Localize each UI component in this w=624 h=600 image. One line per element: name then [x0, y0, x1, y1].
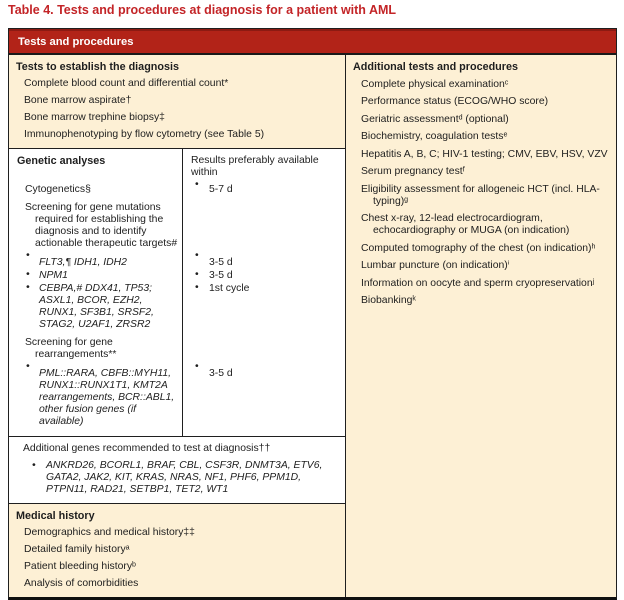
- list-item: Chest x-ray, 12-lead electrocardiogram, echocardiography or MUGA (on indication): [361, 213, 570, 236]
- list-item: Immunophenotyping by flow cytometry (see Table 5): [24, 129, 265, 140]
- genetic-result-cell: [183, 196, 345, 250]
- section-heading: Tests to establish the diagnosis: [16, 61, 179, 73]
- section-additional-genes: [9, 436, 345, 503]
- list-item: Bone marrow aspirate†: [24, 95, 132, 106]
- list-item: Analysis of comorbidities: [24, 578, 139, 589]
- list-item: Biobankingᵏ: [361, 295, 416, 306]
- gene-list: • ANKRD26, BCORL1, BRAF, CBL, CSF3R, DNMT3A, ETV6, GATA2, JAK2, KIT, KRAS, NRAS, NF1, PHF6, PPM1D, PTPN11, RAD21, SETBP1, TET2, WT1: [16, 460, 337, 496]
- table-title: Table 4. Tests and procedures at diagnosis for a patient with AML: [8, 3, 397, 17]
- genetic-result-cell: • 3-5 d: [183, 361, 345, 436]
- genetic-test-cell: • FLT3,¶ IDH1, IDH2: [9, 250, 183, 269]
- genetic-test-cell: Cytogenetics§: [9, 179, 183, 196]
- section-medical-history: [9, 503, 345, 597]
- list-item: Computed tomography of the chest (on indication)ʰ: [361, 242, 596, 254]
- genetic-test-cell: • NPM1: [9, 269, 183, 282]
- list-item: Hepatitis A, B, C; HIV-1 testing; CMV, EBV, HSV, VZV: [361, 148, 608, 160]
- list-item: Geriatric assessmentᵈ (optional): [361, 113, 509, 125]
- genetic-result-cell: [183, 331, 345, 361]
- list-item: Performance status (ECOG/WHO score): [361, 96, 549, 107]
- genetic-test-cell: • PML::RARA, CBFB::MYH11, RUNX1::RUNX1T1, KMT2A rearrangements, BCR::ABL1, other fusion genes (if available): [9, 361, 183, 436]
- tests-procedures-table: [8, 28, 617, 600]
- genetic-result-cell: • 5-7 d: [183, 179, 345, 196]
- list-item: Demographics and medical history‡‡: [24, 527, 195, 538]
- genetic-test-cell: Screening for gene mutations required for establishing the diagnosis and to identify actionable therapeutic targets#: [9, 196, 183, 250]
- list-item: Biochemistry, coagulation testsᵉ: [361, 131, 508, 142]
- list-item: Lumbar puncture (on indication)ⁱ: [361, 260, 510, 271]
- list-item: Complete physical examinationᶜ: [361, 78, 509, 90]
- section-diagnosis-tests: [9, 55, 345, 148]
- list-item: Patient bleeding historyᵇ: [24, 561, 136, 572]
- section-heading: Additional genes recommended to test at diagnosis††: [23, 443, 271, 454]
- genetic-test-cell: Screening for gene rearrangements**: [9, 331, 183, 361]
- genetic-result-cell: • 3-5 d: [183, 269, 345, 282]
- results-heading: Results preferably available within: [191, 155, 319, 178]
- section-heading: Medical history: [16, 510, 95, 522]
- section-genetic-analyses: [9, 148, 345, 436]
- list-item: Eligibility assessment for allogeneic HCT (incl. HLA-typing)ᵍ: [361, 183, 600, 207]
- list-item: Serum pregnancy testᶠ: [361, 166, 466, 177]
- section-heading: Genetic analyses: [9, 149, 183, 179]
- table-header-bar: Tests and procedures: [9, 29, 616, 55]
- list-item: Detailed family historyᵃ: [24, 544, 130, 555]
- genetic-result-cell: • 3-5 d: [183, 250, 345, 269]
- list-item: Information on oocyte and sperm cryopreservationʲ: [361, 277, 595, 289]
- list-item: Bone marrow trephine biopsy‡: [24, 112, 165, 123]
- section-heading: Additional tests and procedures: [353, 61, 518, 73]
- genetic-result-cell: • 1st cycle: [183, 282, 345, 331]
- list-item: Complete blood count and differential count*: [24, 78, 229, 89]
- genetic-test-cell: • CEBPA,# DDX41, TP53; ASXL1, BCOR, EZH2, RUNX1, SF3B1, SRSF2, STAG2, U2AF1, ZRSR2: [9, 282, 183, 331]
